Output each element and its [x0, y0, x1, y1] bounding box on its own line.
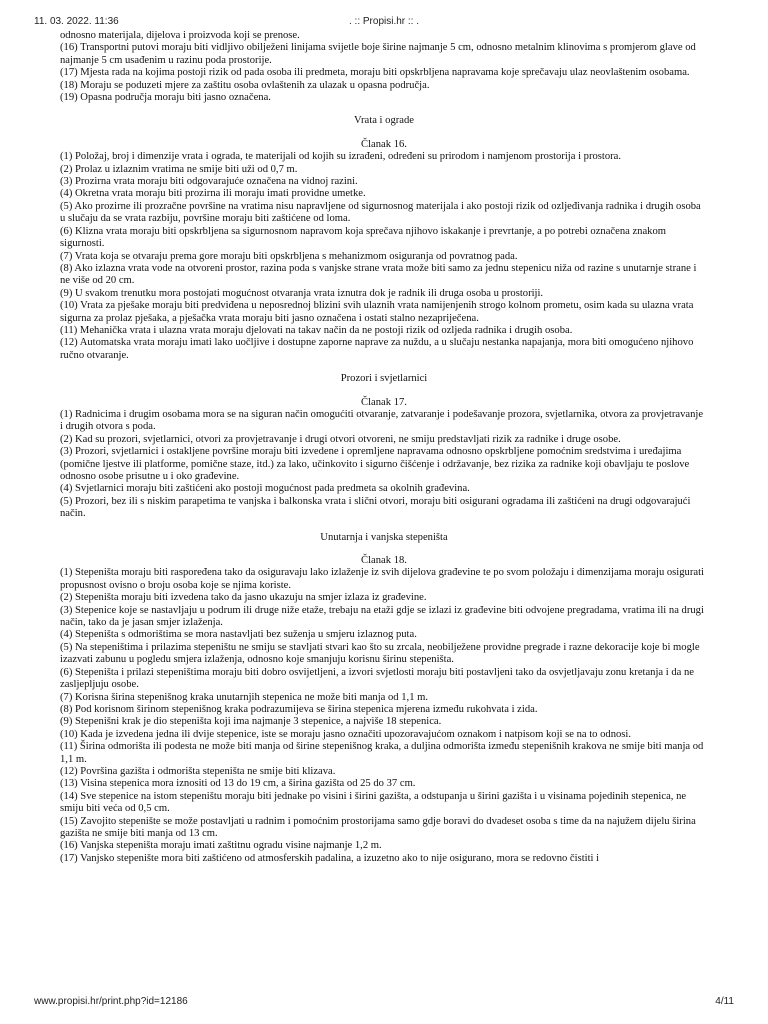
section-heading: Unutarnja i vanjska stepeništa [320, 531, 448, 543]
paragraph: (5) Prozori, bez ili s niskim parapetima te vanjska i balkonska vrata i slični otvori, moraju biti osigurani ogradama ili zaštićeni na drugi odgovarajući način. [60, 495, 691, 520]
paragraph: (6) Stepeništa i prilazi stepeništima moraju biti dobro osvijetljeni, a izvori svjetlosti moraju biti postavljeni tako da osvjetljavaju zonu kretanja i da ne zasljepljuju osobe. [60, 666, 695, 691]
paragraph: (9) Stepenišni krak je dio stepeništa koji ima najmanje 3 stepenice, a najviše 18 stepenica. [60, 716, 442, 728]
paragraph: (7) Vrata koja se otvaraju prema gore moraju biti opskrbljena s mehanizmom osiguranja od povratnog pada. [60, 250, 518, 262]
paragraph: (1) Stepeništa moraju biti raspoređena tako da osiguravaju lako izlaženje iz svih dijelova građevine te po svom položaju i dimenzijama moraju osigurati propusnost ovisno o broju osoba koje se njima koriste. [60, 567, 704, 591]
intro-block [60, 30, 708, 104]
paragraph: (3) Stepenice koje se nastavljaju u podrum ili druge niže etaže, trebaju na etaži gdje se izlazi iz građevine biti odvojene pregradama, vratima ili na drugi način, tako da je jasan smjer izlaženja. [60, 604, 704, 629]
paragraph: (11) Mehanička vrata i ulazna vrata moraju djelovati na takav način da ne postoji rizik od ozljeda radnika i drugih osoba. [60, 324, 573, 336]
paragraph: (6) Klizna vrata moraju biti opskrbljena sa sigurnosnom napravom koja sprečava njihovo iskakanje i prevrtanje, a po potrebi označena znakom sigurnosti. [60, 225, 667, 250]
site-title: . :: Propisi.hr :: . [348, 16, 420, 27]
paragraph: (7) Korisna širina stepenišnog kraka unutarnjih stepenica ne može biti manja od 1,1 m. [60, 691, 429, 703]
paragraph: (1) Položaj, broj i dimenzije vrata i ograda, te materijali od kojih su izrađeni, određeni su prirodom i namjenom prostorija i prostora. [60, 151, 622, 163]
paragraph: (12) Automatska vrata moraju imati lako uočljive i dostupne zaporne naprave za nuždu, a u slučaju nestanka napajanja, mora biti omogućeno njihovo ručno otvaranje. [60, 337, 694, 361]
paragraph: (8) Pod korisnom širinom stepenišnog kraka podrazumijeva se širina stepenica mjerena između rukohvata i zida. [60, 703, 538, 715]
paragraph: (5) Na stepeništima i prilazima stepeništu ne smiju se stavljati stvari kao što su zrcala, neobilježene providne pregrade i razne dekoracije koje bi mogle izazvati zabunu u pogledu smjera izlaženja, odnosno koje smanjuju korisnu širinu stepeništa. [60, 641, 700, 666]
paragraph: (13) Visina stepenica mora iznositi od 13 do 19 cm, a širina gazišta od 25 do 37 cm. [60, 778, 416, 790]
document-body [60, 30, 708, 992]
section-stairs [60, 532, 708, 866]
section-windows-and-skylights [60, 373, 708, 520]
paragraph: (16) Vanjska stepeništa moraju imati zaštitnu ogradu visine najmanje 1,2 m. [60, 840, 382, 852]
paragraph: (8) Ako izlazna vrata vode na otvoreni prostor, razina poda s vanjske strane vrata može biti samo za jednu stepenicu niža od razine s unutarnje strane i ne više od 20 cm. [60, 262, 697, 287]
print-datetime: 11. 03. 2022. 11:36 [34, 16, 119, 27]
paragraph: (18) Moraju se poduzeti mjere za zaštitu osoba ovlaštenih za ulazak u opasna područja. [60, 79, 430, 91]
paragraph: (10) Vrata za pješake moraju biti predviđena u neposrednoj blizini svih ulaznih vrata namijenjenih strogo kolnom prometu, osim kada su ulazna vrata sigurna za prolaz pješaka, a pješačka vrata moraju biti jasno označena i ostati stalno nezapriječena. [60, 300, 694, 324]
paragraph: (2) Kad su prozori, svjetlarnici, otvori za provjetravanje i drugi otvori otvoreni, ne smiju predstavljati rizik za radnike i druge osobe. [60, 433, 621, 445]
paragraph: (2) Prolaz u izlaznim vratima ne smije biti uži od 0,7 m. [60, 163, 298, 175]
article-heading: Članak 18. [361, 555, 407, 567]
paragraph: (9) U svakom trenutku mora postojati mogućnost otvaranja vrata iznutra dok je radnik ili druga osoba u prostoriji. [60, 287, 544, 299]
paragraph: (17) Vanjsko stepenište mora biti zaštićeno od atmosferskih padalina, a izuzetno ako to nije osigurano, mora se redovno čistiti i [60, 852, 600, 864]
paragraph: (1) Radnicima i drugim osobama mora se na siguran način omogućiti otvaranje, zatvaranje i podešavanje prozora, svjetlarnika, otvora za provjetravanje i drugih otvora s poda. [60, 408, 704, 433]
paragraph: (17) Mjesta rada na kojima postoji rizik od pada osoba ili predmeta, moraju biti opskrbljena napravama koje sprečavaju ulaz neovlaštenim osobama. [60, 67, 690, 79]
article-heading: Članak 17. [361, 396, 407, 408]
paragraph: (10) Kada je izvedena jedna ili dvije stepenice, iste se moraju jasno označiti upozoravajućom oznakom i natpisom koji se na to odnosi. [60, 728, 632, 740]
paragraph: (5) Ako prozirne ili prozračne površine na vratima nisu napravljene od sigurnosnog materijala i ako postoji rizik od ozljeđivanja radnika i drugih osoba u slučaju da se vrata razbiju, površine moraju biti zaštićene od loma. [60, 200, 701, 225]
paragraph: (11) Širina odmorišta ili podesta ne može biti manja od širine stepenišnog kraka, a duljina odmorišta između stepenišnih krakova ne smije biti manja od 1,1 m. [60, 741, 704, 765]
section-heading: Prozori i svjetlarnici [340, 373, 428, 385]
paragraph: (19) Opasna područja moraju biti jasno označena. [60, 92, 271, 104]
paragraph: (15) Zavojito stepenište se može postavljati u radnim i pomoćnim prostorijama samo gdje boravi do dvadeset osoba s time da na najužem dijelu širina gazišta ne smije biti manja od 13 cm. [60, 815, 696, 839]
article-heading: Članak 16. [361, 138, 407, 150]
paragraph: (16) Transportni putovi moraju biti vidljivo obilježeni linijama svijetle boje širine najmanje 5 cm, odnosno metalnim klinovima s promjerom glave od najmanje 5 cm usađenim u razinu poda prostorije. [60, 42, 696, 66]
paragraph: (4) Svjetlarnici moraju biti zaštićeni ako postoji mogućnost pada predmeta sa okolnih građevina. [60, 483, 470, 495]
paragraph: odnosno materijala, dijelova i proizvoda koji se prenose. [60, 30, 300, 41]
print-footer [34, 996, 734, 1010]
paragraph: (2) Stepeništa moraju biti izvedena tako da jasno ukazuju na smjer izlaza iz građevine. [60, 592, 427, 604]
paragraph: (4) Stepeništa s odmorištima se mora nastavljati bez suženja u smjeru izlaznog puta. [60, 629, 417, 641]
paragraph: (4) Okretna vrata moraju biti prozirna ili moraju imati providne umetke. [60, 188, 366, 200]
paragraph: (3) Prozori, svjetlarnici i ostakljene površine moraju biti izvedene i opremljene napravama odnosno opskrbljene pomoćnim sredstvima i uređajima (pomične ljestve ili platforme, pomične staze, itd.) za lako, učinkovito i sigurno čišćenje i održavanje, bez rizika za radnike koji obavljaju te poslove odnosno osobe prisutne u i oko građevine. [60, 446, 690, 482]
page-url: www.propisi.hr/print.php?id=12186 [34, 996, 188, 1007]
print-header [34, 16, 734, 30]
section-heading: Vrata i ograde [354, 115, 414, 127]
paragraph: (3) Prozirna vrata moraju biti odgovarajuće označena na vidnoj razini. [60, 176, 358, 188]
paragraph: (12) Površina gazišta i odmorišta stepeništa ne smije biti klizava. [60, 765, 336, 777]
paragraph: (14) Sve stepenice na istom stepeništu moraju biti jednake po visini i širini gazišta, a odstupanja u širini gazišta i u visinama pojedinih stepenica, ne smiju biti veća od 0,5 cm. [60, 790, 687, 815]
section-doors-and-fences [60, 115, 708, 362]
page-number: 4/11 [715, 996, 734, 1007]
